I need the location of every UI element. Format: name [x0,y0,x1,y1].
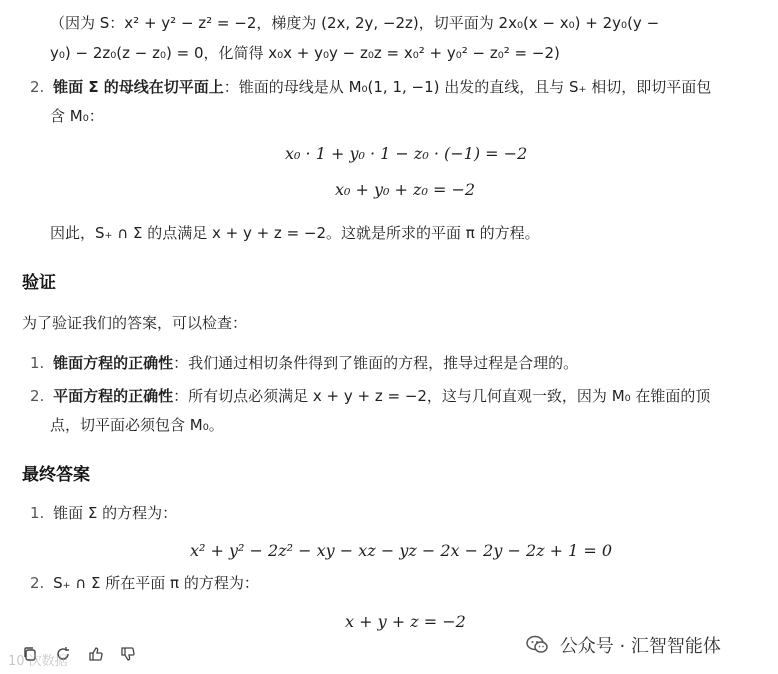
thumbs-down-icon[interactable] [118,646,138,666]
verify-intro [22,312,247,333]
equation-2 [335,180,475,199]
item-text: S₊ ∩ Σ 所在平面 π 的方程为： [53,574,259,592]
item-text: ：所有切点必须满足 x + y + z = −2，这与几何直观一致，因为 M₀ 在锥面的顶 [173,387,711,405]
list-item-continuation [50,105,104,126]
equation-plane-text: x + y + z = −2 [345,612,466,631]
equation-1 [285,144,527,163]
proof-line-1-text: （因为 S：x² + y² − z² = −2，梯度为 (2x, 2y, −2z)，切平面为 2x₀(x − x₀) + 2y₀(y − [50,14,660,32]
item-text: 锥面 Σ 的方程为： [53,504,178,522]
wechat-icon [526,635,548,655]
item-text-cont: 点，切平面必须包含 M₀。 [50,416,224,434]
conclusion [50,222,540,243]
overlay-label-text: 10 次数据 [8,654,68,669]
proof-line-1 [50,12,659,33]
item-title: 锥面 Σ 的母线在切平面上 [53,78,224,96]
item-text: ：我们通过相切条件得到了锥面的方程，推导过程是合理的。 [173,354,579,372]
list-number: 1. [30,504,45,522]
conclusion-text: 因此，S₊ ∩ Σ 的点满足 x + y + z = −2。这就是所求的平面 π 的方程。 [50,224,540,242]
watermark-text: 公众号 · 汇智智能体 [559,636,721,657]
list-number: 2. [30,574,45,592]
overlay-label [8,650,68,669]
equation-1-text: x₀ · 1 + y₀ · 1 − z₀ · (−1) = −2 [285,144,528,163]
list-item [30,385,710,406]
list-number: 2. [30,387,45,405]
equation-plane [345,612,466,631]
list-item [30,76,711,97]
section-heading-final [22,460,90,485]
list-number: 1. [30,354,45,372]
item-title: 平面方程的正确性 [53,387,174,405]
item-title: 锥面方程的正确性 [53,354,174,372]
proof-line-2-text: y₀) − 2z₀(z − z₀) = 0，化简得 x₀x + y₀y − z₀z = x₀² + y₀² − z₀² = −2) [50,44,560,62]
proof-line-2 [50,42,560,63]
list-item-continuation [50,414,224,435]
verify-heading-text: 验证 [22,273,56,293]
item-text: ：锥面的母线是从 M₀(1, 1, −1) 出发的直线，且与 S₊ 相切，即切平面包 [223,78,712,96]
equation-cone [190,541,612,560]
section-heading-verify [22,268,56,293]
verify-intro-text: 为了验证我们的答案，可以检查： [22,314,248,332]
item-text-cont: 含 M₀： [50,107,104,125]
thumbs-up-icon[interactable] [86,646,106,666]
list-item [30,352,578,373]
watermark [526,632,721,658]
list-item [30,572,259,593]
list-number: 2. [30,78,45,96]
equation-cone-text: x² + y² − 2z² − xy − xz − yz − 2x − 2y − 2z + 1 = 0 [190,541,613,560]
equation-2-text: x₀ + y₀ + z₀ = −2 [335,180,476,199]
list-item [30,502,177,523]
final-heading-text: 最终答案 [22,465,90,485]
